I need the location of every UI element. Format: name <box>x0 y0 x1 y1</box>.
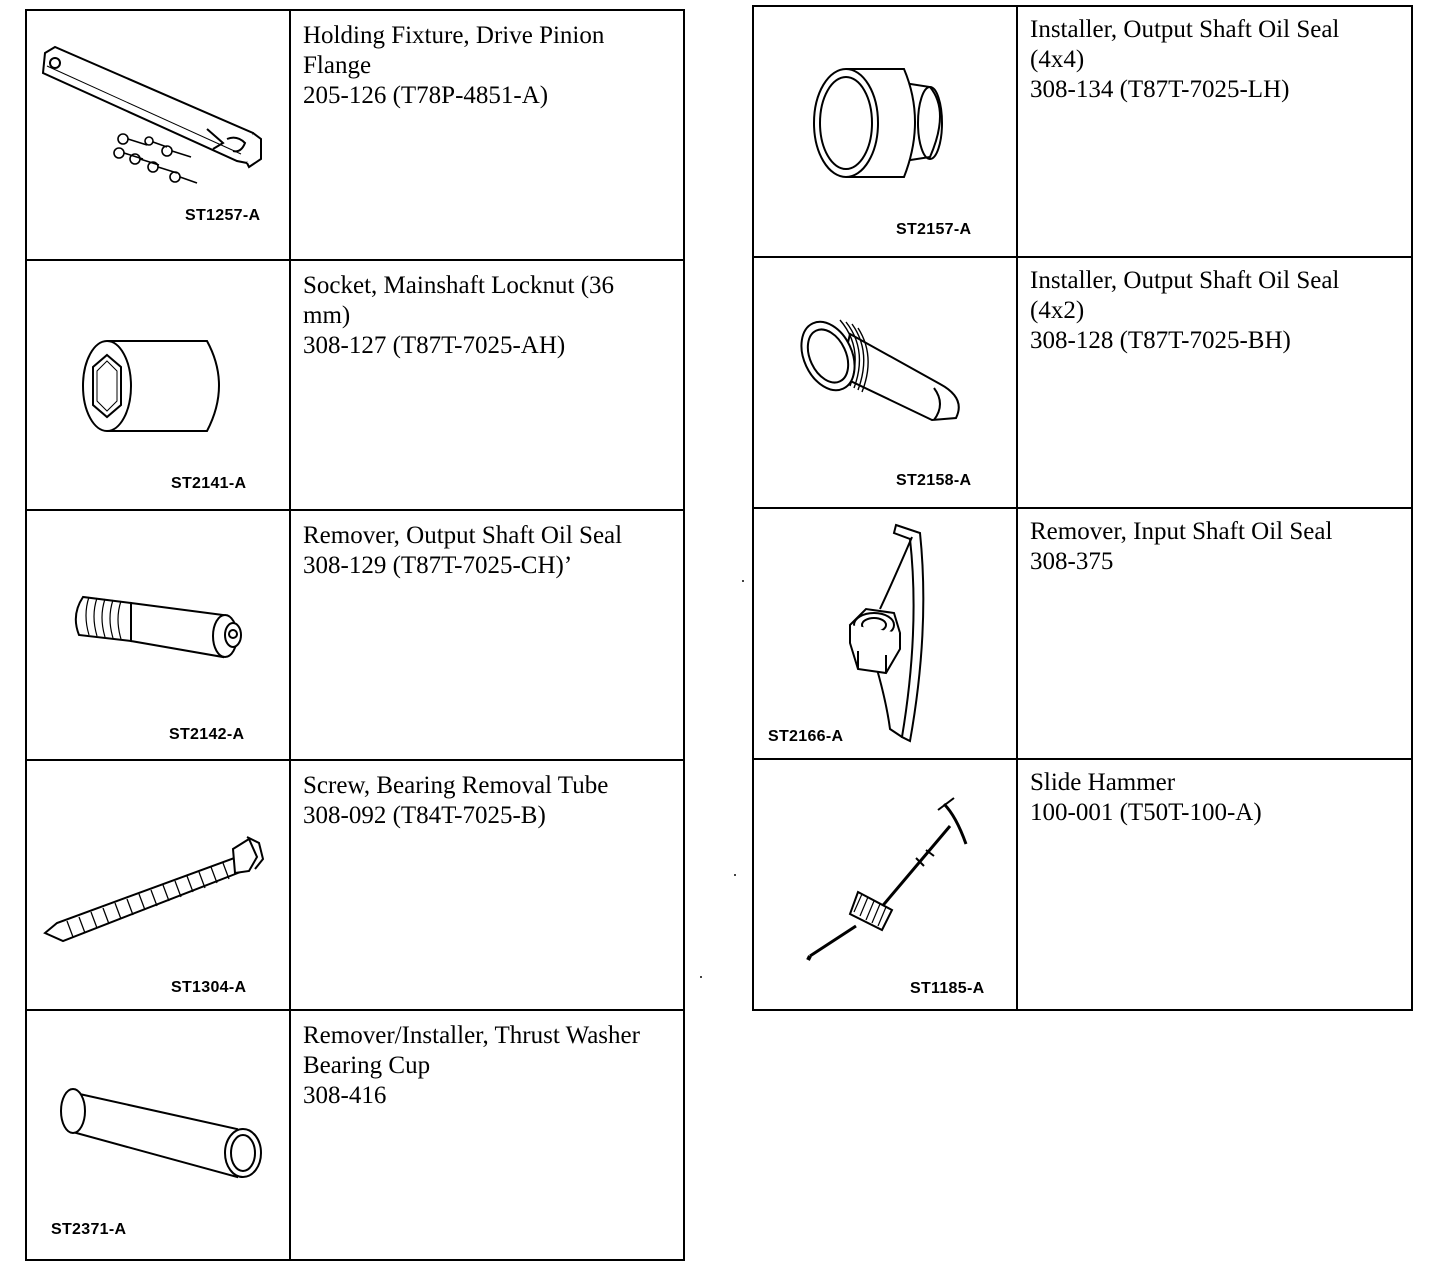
tool-part-number: 308-375 <box>1030 548 1114 575</box>
tool-description-cell <box>290 760 684 1010</box>
tool-image-cell <box>753 257 1017 508</box>
tool-part-number: 308-129 (T87T-7025-CH)’ <box>303 552 573 579</box>
tool-part-number: 308-127 (T87T-7025-AH) <box>303 332 566 359</box>
tool-image-cell <box>26 260 290 510</box>
tool-name-line: (4x2) <box>1030 297 1085 324</box>
tool-part-number: 308-092 (T84T-7025-B) <box>303 802 546 829</box>
seal-installer-4x2-icon <box>754 258 1016 507</box>
tool-code: ST2141-A <box>171 475 247 492</box>
tool-image-cell <box>753 508 1017 759</box>
tool-row <box>753 6 1412 257</box>
tool-image-cell <box>26 510 290 760</box>
tool-image-cell <box>26 1010 290 1260</box>
tool-code: ST1257-A <box>185 207 261 224</box>
socket-icon <box>27 261 289 509</box>
tool-description-cell <box>1017 759 1412 1010</box>
tool-code: ST2371-A <box>51 1221 127 1238</box>
tool-description-cell <box>1017 257 1412 508</box>
tool-name-line: (4x4) <box>1030 46 1085 73</box>
tool-row <box>26 1010 684 1260</box>
tool-description-cell <box>290 10 684 260</box>
tool-row <box>26 760 684 1010</box>
tool-code: ST2166-A <box>768 728 844 745</box>
tool-description-cell <box>290 1010 684 1260</box>
tool-part-number: 100-001 (T50T-100-A) <box>1030 799 1262 826</box>
scan-speck <box>700 976 702 978</box>
scan-speck <box>742 580 744 582</box>
tool-part-number: 308-416 <box>303 1082 387 1109</box>
screw-icon <box>27 761 289 1009</box>
tool-part-number: 308-128 (T87T-7025-BH) <box>1030 327 1291 354</box>
tool-row <box>26 260 684 510</box>
tool-row <box>753 508 1412 759</box>
tool-description-cell <box>1017 508 1412 759</box>
left-tools-table <box>25 9 685 1261</box>
tool-name-line: Remover, Output Shaft Oil Seal <box>303 522 623 549</box>
tool-row <box>753 759 1412 1010</box>
tool-name-line: Bearing Cup <box>303 1052 431 1079</box>
tool-code: ST1185-A <box>910 980 985 997</box>
tool-name-line: Slide Hammer <box>1030 769 1176 796</box>
scan-speck <box>734 874 736 876</box>
slide-hammer-icon <box>754 760 1016 1009</box>
seal-installer-4x4-icon <box>754 7 1016 256</box>
tool-description-cell <box>290 510 684 760</box>
tool-name-line: Socket, Mainshaft Locknut (36 <box>303 272 615 299</box>
tool-name-line: Screw, Bearing Removal Tube <box>303 772 609 799</box>
seal-remover-icon <box>27 511 289 759</box>
tool-name-line: mm) <box>303 302 351 329</box>
tool-row <box>26 10 684 260</box>
tool-part-number: 308-134 (T87T-7025-LH) <box>1030 76 1290 103</box>
tool-name-line: Installer, Output Shaft Oil Seal <box>1030 267 1340 294</box>
tool-description-cell <box>290 260 684 510</box>
tool-row <box>753 257 1412 508</box>
input-seal-remover-icon <box>754 509 1016 758</box>
tool-name-line: Remover/Installer, Thrust Washer <box>303 1022 640 1049</box>
tool-code: ST2157-A <box>896 221 972 238</box>
tool-image-cell <box>26 10 290 260</box>
tool-image-cell <box>753 6 1017 257</box>
tool-name-line: Installer, Output Shaft Oil Seal <box>1030 16 1340 43</box>
tool-name-line: Holding Fixture, Drive Pinion <box>303 22 605 49</box>
tool-image-cell <box>26 760 290 1010</box>
tool-part-number: 205-126 (T78P-4851-A) <box>303 82 549 109</box>
tool-row <box>26 510 684 760</box>
tool-code: ST2158-A <box>896 472 972 489</box>
tool-name-line: Remover, Input Shaft Oil Seal <box>1030 518 1333 545</box>
tool-description-cell <box>1017 6 1412 257</box>
tool-name-line: Flange <box>303 52 372 79</box>
tool-code: ST1304-A <box>171 979 247 996</box>
tool-image-cell <box>753 759 1017 1010</box>
tool-code: ST2142-A <box>169 726 245 743</box>
right-tools-table <box>752 5 1413 1011</box>
